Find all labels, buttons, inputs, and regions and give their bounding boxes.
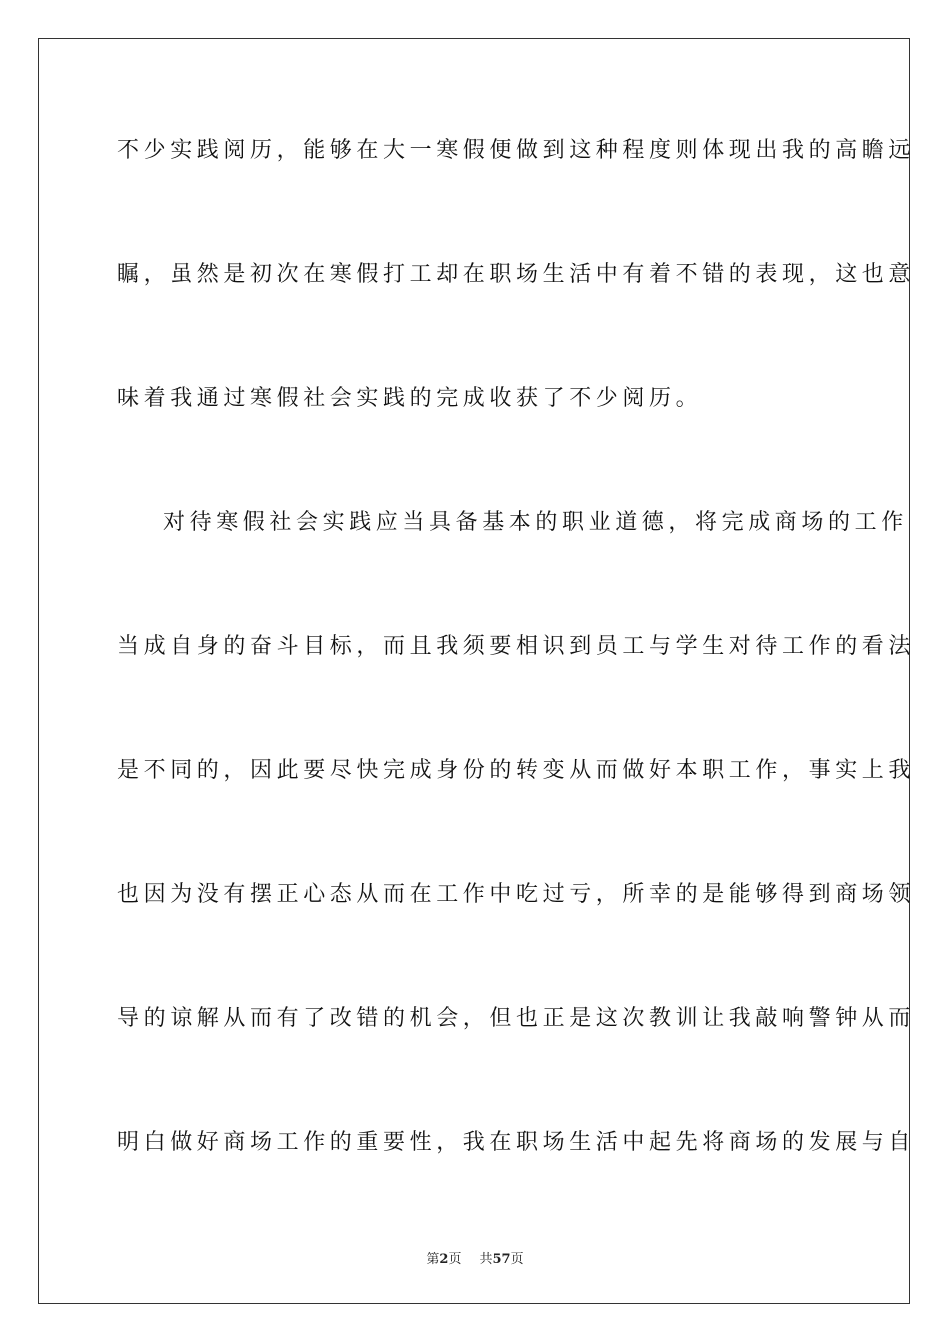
paragraph-line-4: 对待寒假社会实践应当具备基本的职业道德，将完成商场的工作: [163, 510, 908, 535]
page-prefix: 第: [426, 1252, 440, 1267]
total-suffix: 页: [510, 1252, 524, 1267]
page-footer: [0, 1248, 950, 1267]
paragraph-line-2: 瞩，虽然是初次在寒假打工却在职场生活中有着不错的表现，这也意: [117, 262, 916, 287]
page-border: [38, 38, 916, 1304]
page-number: 2: [439, 1252, 449, 1267]
page-suffix: 页: [448, 1252, 462, 1267]
total-prefix: 共: [479, 1252, 493, 1267]
total-pages: 57: [492, 1252, 511, 1267]
paragraph-line-5: 当成自身的奋斗目标，而且我须要相识到员工与学生对待工作的看法: [117, 634, 916, 659]
paragraph-line-9: 明白做好商场工作的重要性，我在职场生活中起先将商场的发展与自: [117, 1130, 916, 1155]
paragraph-line-3: 味着我通过寒假社会实践的完成收获了不少阅历。: [117, 386, 703, 411]
paragraph-line-6: 是不同的，因此要尽快完成身份的转变从而做好本职工作，事实上我: [117, 758, 916, 783]
paragraph-line-7: 也因为没有摆正心态从而在工作中吃过亏，所幸的是能够得到商场领: [117, 882, 916, 907]
paragraph-line-8: 导的谅解从而有了改错的机会，但也正是这次教训让我敲响警钟从而: [117, 1006, 916, 1031]
paragraph-line-1: 不少实践阅历，能够在大一寒假便做到这种程度则体现出我的高瞻远: [117, 138, 916, 163]
